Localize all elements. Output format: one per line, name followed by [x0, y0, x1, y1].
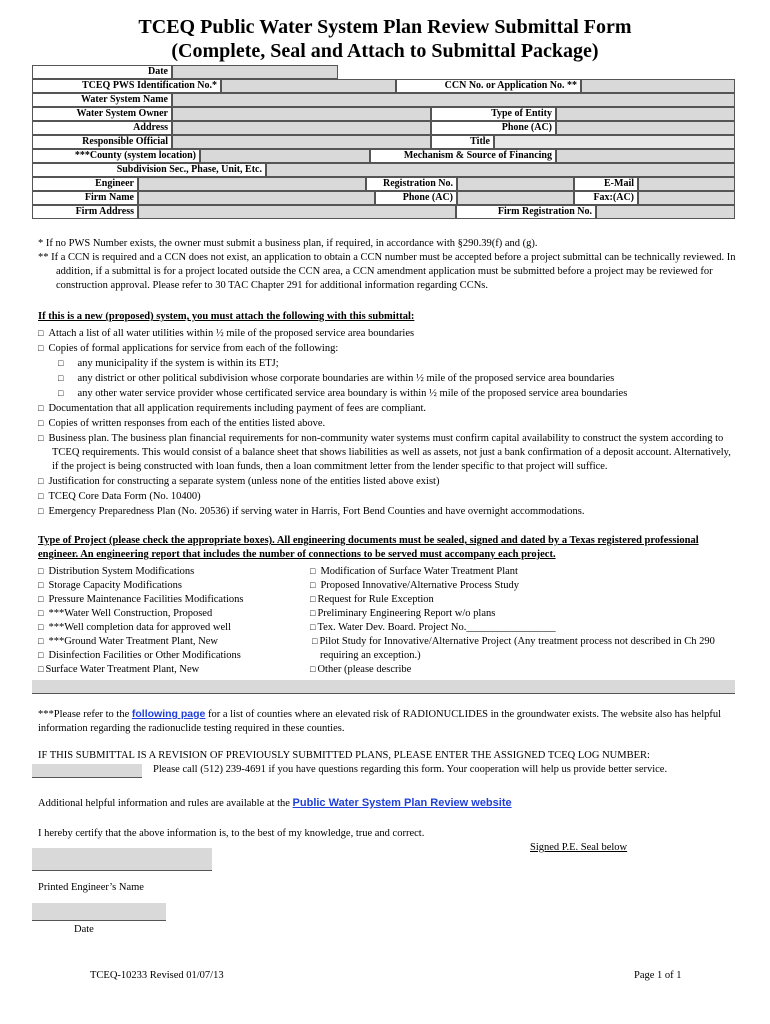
- checkbox[interactable]: □: [38, 491, 44, 501]
- official-label: Responsible Official: [32, 135, 172, 149]
- form-subtitle: (Complete, Seal and Attach to Submittal Package): [171, 40, 599, 62]
- date-field[interactable]: [172, 65, 338, 79]
- date-signed-field[interactable]: [32, 903, 166, 921]
- item-text: any other water service provider whose certificated service area boundary is within ½ mile of the proposed service area boundaries: [77, 388, 628, 399]
- phone-field[interactable]: [556, 121, 735, 135]
- checkbox[interactable]: □: [58, 373, 64, 383]
- firm-phone-field[interactable]: [457, 191, 574, 205]
- row-system-name: [32, 93, 735, 107]
- checklist-item[interactable]: [38, 401, 738, 416]
- checklist-subitem[interactable]: [38, 386, 738, 401]
- pws-id-field[interactable]: [221, 79, 396, 93]
- official-field[interactable]: [172, 135, 431, 149]
- new-system-heading: If this is a new (proposed) system, you must attach the following with this submittal:: [38, 311, 415, 322]
- item-text: Copies of written responses from each of the entities listed above.: [48, 418, 326, 429]
- ccn-field[interactable]: [581, 79, 735, 93]
- option-text: Pilot Study for Innovative/Alternative Project (Any treatment process not described in Ch 290 requiring an exception.): [319, 636, 715, 661]
- engineer-label: Engineer: [32, 177, 138, 191]
- checkbox[interactable]: □: [58, 388, 64, 398]
- checklist-item[interactable]: [38, 504, 738, 519]
- checkbox[interactable]: □: [38, 664, 44, 674]
- row-county: [32, 149, 735, 163]
- project-types-right: [310, 564, 720, 676]
- checkbox[interactable]: □: [38, 328, 44, 338]
- checklist-item[interactable]: [38, 474, 738, 489]
- registration-field[interactable]: [457, 177, 574, 191]
- address-field[interactable]: [172, 121, 431, 135]
- checklist-subitem[interactable]: [38, 356, 738, 371]
- county-label: ***County (system location): [32, 149, 200, 163]
- printed-name-label: Printed Engineer’s Name: [38, 882, 144, 893]
- option-text: ***Well completion data for approved well: [48, 622, 231, 633]
- pe-seal-label: Signed P.E. Seal below: [530, 842, 628, 853]
- contact-text: Please call (512) 239-4691 if you have questions regarding this form. Your cooperation will help us provide better service.: [153, 764, 668, 775]
- financing-field[interactable]: [556, 149, 735, 163]
- option-text: Distribution System Modifications: [48, 566, 195, 577]
- firm-address-field[interactable]: [138, 205, 456, 219]
- item-text: any district or other political subdivision whose corporate boundaries are within ½ mile of the proposed service area boundaries: [77, 373, 615, 384]
- project-option[interactable]: [310, 606, 720, 620]
- item-text: Justification for constructing a separate system (unless none of the entities listed above exist): [48, 476, 440, 487]
- plan-review-website-link[interactable]: Public Water System Plan Review website: [292, 797, 512, 809]
- title-label: Title: [431, 135, 494, 149]
- entity-type-field[interactable]: [556, 107, 735, 121]
- option-text: ***Ground Water Treatment Plant, New: [48, 636, 219, 647]
- project-types-left: [38, 564, 244, 676]
- checkbox[interactable]: □: [38, 608, 44, 618]
- following-page-link[interactable]: following page: [131, 708, 206, 720]
- radionuclides-note: [38, 707, 738, 736]
- note-text: ***Please refer to the: [38, 709, 132, 720]
- ccn-label: CCN No. or Application No. **: [396, 79, 581, 93]
- additional-text: Additional helpful information and rules are available at the: [38, 798, 293, 809]
- checkbox[interactable]: □: [312, 636, 318, 646]
- fax-field[interactable]: [638, 191, 735, 205]
- project-option[interactable]: [38, 634, 244, 648]
- phone-label: Phone (AC): [431, 121, 556, 135]
- project-option[interactable]: [310, 620, 720, 634]
- checkbox[interactable]: □: [38, 506, 44, 516]
- option-text: Disinfection Facilities or Other Modifications: [48, 650, 241, 661]
- additional-info: [38, 797, 512, 809]
- registration-label: Registration No.: [366, 177, 457, 191]
- checkbox[interactable]: □: [310, 664, 316, 674]
- checklist-item[interactable]: [38, 416, 738, 431]
- row-official: [32, 135, 735, 149]
- page-number: Page 1 of 1: [634, 970, 682, 981]
- note-ccn: ** If a CCN is required and a CCN does not exist, an application to obtain a CCN number must be accepted before a project submittal can be technically reviewed. In addition, if a submittal is for a project located outside the CCN area, a CCN amendment application must be submitted before a project may be reviewed for construction approval. Please refer to 30 TAC Chapter 291 for additional information regarding CCNs.: [38, 252, 736, 291]
- item-text: Documentation that all application requirements including payment of fees are compliant.: [48, 403, 427, 414]
- project-option[interactable]: [310, 592, 720, 606]
- fax-label: Fax:(AC): [574, 191, 638, 205]
- note-text: for a list of counties where an elevated risk of RADIONUCLIDES in the groundwater exists. The website also has helpful information regarding the radionuclide testing required in these counties.: [38, 709, 722, 734]
- entity-type-label: Type of Entity: [431, 107, 556, 121]
- form-title: TCEQ Public Water System Plan Review Submittal Form: [138, 16, 632, 38]
- item-text: TCEQ Core Data Form (No. 10400): [48, 491, 201, 502]
- item-text: Emergency Preparedness Plan (No. 20536) if serving water in Harris, Fort Bend Counties and have overnight accommodations.: [48, 506, 585, 517]
- address-label: Address: [32, 121, 172, 135]
- row-engineer: [32, 177, 735, 191]
- row-firm-address: [32, 205, 735, 219]
- signature-field[interactable]: [32, 848, 212, 871]
- title-field[interactable]: [494, 135, 735, 149]
- checkbox[interactable]: □: [58, 358, 64, 368]
- project-option[interactable]: [38, 592, 244, 606]
- row-address: [32, 121, 735, 135]
- project-option[interactable]: [310, 564, 720, 578]
- option-text: Request for Rule Exception: [317, 594, 434, 605]
- email-label: E-Mail: [574, 177, 638, 191]
- owner-label: Water System Owner: [32, 107, 172, 121]
- certification-text: I hereby certify that the above information is, to the best of my knowledge, true and correct.: [38, 828, 425, 839]
- owner-field[interactable]: [172, 107, 431, 121]
- checkbox[interactable]: □: [38, 476, 44, 486]
- system-name-field[interactable]: [172, 93, 735, 107]
- firm-registration-field[interactable]: [596, 205, 735, 219]
- project-option[interactable]: [38, 578, 244, 592]
- subdivision-field[interactable]: [266, 163, 735, 177]
- checkbox[interactable]: □: [38, 343, 44, 353]
- firm-name-label: Firm Name: [32, 191, 138, 205]
- checkbox[interactable]: □: [38, 650, 44, 660]
- option-text: Storage Capacity Modifications: [48, 580, 182, 591]
- new-system-section: [38, 310, 738, 519]
- option-text: Other (please describe: [317, 664, 412, 675]
- project-option[interactable]: [310, 634, 720, 662]
- option-text: Pressure Maintenance Facilities Modifications: [48, 594, 244, 605]
- checklist-item[interactable]: [38, 326, 738, 341]
- email-field[interactable]: [638, 177, 735, 191]
- project-option[interactable]: [38, 648, 244, 662]
- firm-address-label: Firm Address: [32, 205, 138, 219]
- checklist-item[interactable]: [38, 341, 738, 356]
- checklist-subitem[interactable]: [38, 371, 738, 386]
- option-text: Tex. Water Dev. Board. Project No._________________: [317, 622, 556, 633]
- checkbox[interactable]: □: [38, 622, 44, 632]
- option-text: Preliminary Engineering Report w/o plans: [317, 608, 496, 619]
- other-description-field[interactable]: [32, 680, 735, 694]
- checkbox[interactable]: □: [310, 622, 316, 632]
- checkbox[interactable]: □: [38, 433, 44, 443]
- checkbox[interactable]: □: [38, 594, 44, 604]
- firm-registration-label: Firm Registration No.: [456, 205, 596, 219]
- checkbox[interactable]: □: [38, 580, 44, 590]
- checkbox[interactable]: □: [38, 566, 44, 576]
- date-label: Date: [32, 65, 172, 79]
- footnotes: [38, 237, 738, 293]
- project-option[interactable]: [38, 564, 244, 578]
- item-text: Attach a list of all water utilities within ½ mile of the proposed service area boundaries: [48, 328, 415, 339]
- date-signed-label: Date: [74, 924, 94, 935]
- item-text: any municipality if the system is within its ETJ;: [77, 358, 279, 369]
- project-option[interactable]: [38, 662, 244, 676]
- item-text: Business plan. The business plan financial requirements for non-community water systems must confirm capital availability to construct the system according to TCEQ requirements. This would consist of a balance sheet that shows liabilities as well as assets, not just a bank confirmation of a deposit account. Alternatively, if the project is being constructed with loan funds, then a loan commitment letter from the lender specific to that project will suffice.: [48, 433, 731, 472]
- firm-name-field[interactable]: [138, 191, 375, 205]
- county-field[interactable]: [200, 149, 370, 163]
- checklist-item[interactable]: [38, 431, 738, 474]
- option-text: Surface Water Treatment Plant, New: [45, 664, 200, 675]
- subdivision-label: Subdivision Sec., Phase, Unit, Etc.: [32, 163, 266, 177]
- checklist-item[interactable]: [38, 489, 738, 504]
- option-text: ***Water Well Construction, Proposed: [48, 608, 213, 619]
- item-text: Copies of formal applications for service from each of the following:: [48, 343, 339, 354]
- note-pws: * If no PWS Number exists, the owner must submit a business plan, if required, in accordance with §290.39(f) and (g).: [38, 238, 538, 249]
- option-text: Modification of Surface Water Treatment Plant: [320, 566, 518, 577]
- firm-phone-label: Phone (AC): [375, 191, 457, 205]
- checkbox[interactable]: □: [310, 594, 316, 604]
- row-date: [32, 65, 735, 79]
- checkbox[interactable]: □: [310, 580, 316, 590]
- row-pws: [32, 79, 735, 93]
- project-option[interactable]: [38, 606, 244, 620]
- financing-label: Mechanism & Source of Financing: [370, 149, 556, 163]
- checkbox[interactable]: □: [38, 403, 44, 413]
- checkbox[interactable]: □: [38, 418, 44, 428]
- project-option[interactable]: [310, 578, 720, 592]
- checkbox[interactable]: □: [38, 636, 44, 646]
- project-option[interactable]: [310, 662, 720, 676]
- checkbox[interactable]: □: [310, 566, 316, 576]
- checkbox[interactable]: □: [310, 608, 316, 618]
- pws-id-label: TCEQ PWS Identification No.*: [32, 79, 221, 93]
- revision-heading: IF THIS SUBMITTAL IS A REVISION OF PREVIOUSLY SUBMITTED PLANS, PLEASE ENTER THE ASSIGNED TCEQ LOG NUMBER:: [38, 750, 650, 761]
- row-owner: [32, 107, 735, 121]
- project-option[interactable]: [38, 620, 244, 634]
- row-subdivision: [32, 163, 735, 177]
- system-name-label: Water System Name: [32, 93, 172, 107]
- form-id: TCEQ-10233 Revised 01/07/13: [90, 970, 224, 981]
- log-number-field[interactable]: [32, 764, 142, 778]
- engineer-field[interactable]: [138, 177, 366, 191]
- project-type-heading: Type of Project (please check the appropriate boxes). All engineering documents must be sealed, signed and dated by a Texas registered professional engineer. An engineering report that includes the number of connections to be served must accompany each project.: [38, 535, 699, 560]
- option-text: Proposed Innovative/Alternative Process Study: [320, 580, 520, 591]
- row-firm-name: [32, 191, 735, 205]
